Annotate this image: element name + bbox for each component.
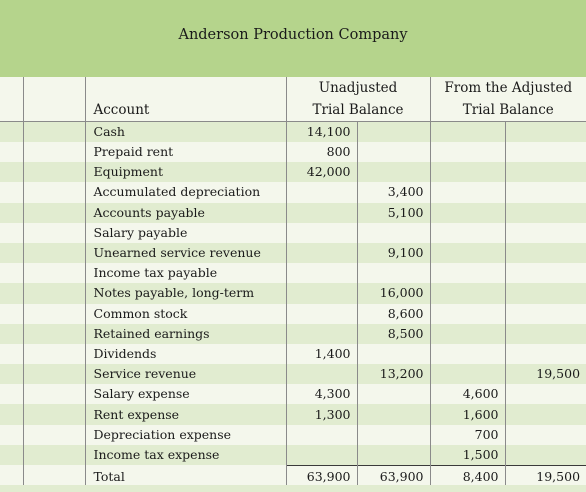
row-ref [23, 182, 85, 202]
unadjusted-debit [286, 304, 357, 324]
row-margin [0, 344, 23, 364]
row-margin [0, 283, 23, 303]
row-ref [23, 324, 85, 344]
unadjusted-debit [286, 445, 357, 466]
adjusted-credit [505, 445, 586, 466]
unadjusted-debit: 14,100 [286, 122, 357, 143]
adjusted-debit [430, 344, 505, 364]
adjusted-debit [430, 324, 505, 344]
unadjusted-credit: 5,100 [357, 203, 430, 223]
adjusted-debit [430, 203, 505, 223]
row-margin [0, 122, 23, 143]
adjusted-debit: 4,600 [430, 384, 505, 404]
adjusted-debit [430, 162, 505, 182]
unadjusted-debit: 42,000 [286, 162, 357, 182]
adjusted-credit [505, 304, 586, 324]
unadjusted-debit [286, 182, 357, 202]
unadjusted-credit: 8,600 [357, 304, 430, 324]
row-ref [23, 243, 85, 263]
adjusted-credit: 19,500 [505, 364, 586, 384]
unadjusted-credit [357, 122, 430, 143]
table-row [0, 263, 586, 283]
adjusted-debit [430, 283, 505, 303]
row-ref [23, 384, 85, 404]
table-row [0, 425, 586, 445]
account-name: Notes payable, long-term [85, 283, 286, 303]
adjusted-debit [430, 122, 505, 143]
account-name: Depreciation expense [85, 425, 286, 445]
unadjusted-credit [357, 425, 430, 445]
unadjusted-debit [286, 263, 357, 283]
adjusted-debit: 1,600 [430, 404, 505, 424]
row-margin [0, 304, 23, 324]
unadjusted-header-line2: Trial Balance [286, 99, 430, 122]
account-name: Unearned service revenue [85, 243, 286, 263]
unadjusted-credit [357, 263, 430, 283]
row-ref [23, 344, 85, 364]
unadjusted-credit [357, 142, 430, 162]
adjusted-debit [430, 142, 505, 162]
unadjusted-credit [357, 445, 430, 466]
unadjusted-debit [286, 425, 357, 445]
adjusted-credit [505, 263, 586, 283]
unadjusted-debit [286, 243, 357, 263]
table-row [0, 384, 586, 404]
account-name: Income tax expense [85, 445, 286, 466]
row-margin [0, 384, 23, 404]
unadjusted-credit: 8,500 [357, 324, 430, 344]
row-margin [0, 203, 23, 223]
unadjusted-debit: 1,300 [286, 404, 357, 424]
adjusted-credit [505, 283, 586, 303]
row-margin [0, 263, 23, 283]
account-name: Common stock [85, 304, 286, 324]
adjusted-credit [505, 425, 586, 445]
account-name: Dividends [85, 344, 286, 364]
table-row [0, 182, 586, 202]
table-row [0, 283, 586, 303]
row-ref [23, 364, 85, 384]
header-row-2 [0, 99, 586, 122]
account-name: Accounts payable [85, 203, 286, 223]
total-unadjusted-debit: 63,900 [286, 465, 357, 489]
account-name: Rent expense [85, 404, 286, 424]
adjusted-credit [505, 122, 586, 143]
table-row [0, 304, 586, 324]
row-margin [0, 142, 23, 162]
adjusted-credit [505, 182, 586, 202]
unadjusted-header-line1: Unadjusted [286, 77, 430, 99]
row-ref [23, 142, 85, 162]
title-band [0, 0, 586, 77]
total-adjusted-debit: 8,400 [430, 465, 505, 489]
table-row [0, 404, 586, 424]
account-header: Account [85, 99, 286, 122]
row-margin [0, 162, 23, 182]
unadjusted-debit [286, 203, 357, 223]
adjusted-debit [430, 223, 505, 243]
row-margin [0, 243, 23, 263]
unadjusted-credit: 9,100 [357, 243, 430, 263]
account-name: Service revenue [85, 364, 286, 384]
row-margin [0, 324, 23, 344]
table-row [0, 162, 586, 182]
unadjusted-debit [286, 283, 357, 303]
unadjusted-credit: 16,000 [357, 283, 430, 303]
adjusted-credit [505, 142, 586, 162]
unadjusted-credit: 13,200 [357, 364, 430, 384]
row-margin [0, 445, 23, 466]
total-unadjusted-credit: 63,900 [357, 465, 430, 489]
unadjusted-debit [286, 324, 357, 344]
adjusted-credit [505, 203, 586, 223]
header-row-1 [0, 77, 586, 99]
trial-balance-table [0, 77, 586, 491]
table-row [0, 445, 586, 466]
adjusted-credit [505, 243, 586, 263]
account-name: Cash [85, 122, 286, 143]
adjusted-debit [430, 243, 505, 263]
row-ref [23, 404, 85, 424]
adjusted-debit [430, 182, 505, 202]
table-row [0, 344, 586, 364]
row-margin [0, 364, 23, 384]
account-name: Income tax payable [85, 263, 286, 283]
account-name: Salary payable [85, 223, 286, 243]
row-ref [23, 223, 85, 243]
unadjusted-debit: 800 [286, 142, 357, 162]
adjusted-credit [505, 223, 586, 243]
unadjusted-debit: 1,400 [286, 344, 357, 364]
adjusted-debit [430, 304, 505, 324]
total-label: Total [85, 465, 286, 489]
table-row [0, 142, 586, 162]
unadjusted-credit: 3,400 [357, 182, 430, 202]
row-margin [0, 425, 23, 445]
unadjusted-credit [357, 223, 430, 243]
adjusted-debit: 700 [430, 425, 505, 445]
adjusted-header-line2: Trial Balance [430, 99, 586, 122]
row-margin [0, 223, 23, 243]
unadjusted-credit [357, 404, 430, 424]
account-name: Equipment [85, 162, 286, 182]
adjusted-credit [505, 324, 586, 344]
company-title: Anderson Production Company [178, 26, 408, 43]
row-ref [23, 304, 85, 324]
adjusted-debit: 1,500 [430, 445, 505, 466]
account-name: Retained earnings [85, 324, 286, 344]
row-ref [23, 283, 85, 303]
adjusted-credit [505, 384, 586, 404]
unadjusted-credit [357, 384, 430, 404]
unadjusted-debit: 4,300 [286, 384, 357, 404]
unadjusted-credit [357, 344, 430, 364]
table-row [0, 122, 586, 143]
adjusted-debit [430, 364, 505, 384]
unadjusted-credit [357, 162, 430, 182]
account-name: Salary expense [85, 384, 286, 404]
adjusted-credit [505, 162, 586, 182]
row-ref [23, 162, 85, 182]
row-ref [23, 203, 85, 223]
adjusted-debit [430, 263, 505, 283]
adjusted-header-line1: From the Adjusted [430, 77, 586, 99]
table-row [0, 324, 586, 344]
adjusted-credit [505, 404, 586, 424]
row-margin [0, 404, 23, 424]
row-ref [23, 122, 85, 143]
table-row [0, 223, 586, 243]
total-adjusted-credit: 19,500 [505, 465, 586, 489]
unadjusted-debit [286, 364, 357, 384]
row-ref [23, 263, 85, 283]
table-row [0, 203, 586, 223]
account-name: Accumulated depreciation [85, 182, 286, 202]
table-row [0, 364, 586, 384]
row-ref [23, 425, 85, 445]
account-name: Prepaid rent [85, 142, 286, 162]
adjusted-credit [505, 344, 586, 364]
table-row [0, 243, 586, 263]
unadjusted-debit [286, 223, 357, 243]
row-margin [0, 182, 23, 202]
row-ref [23, 445, 85, 466]
bottom-strip [0, 485, 586, 492]
